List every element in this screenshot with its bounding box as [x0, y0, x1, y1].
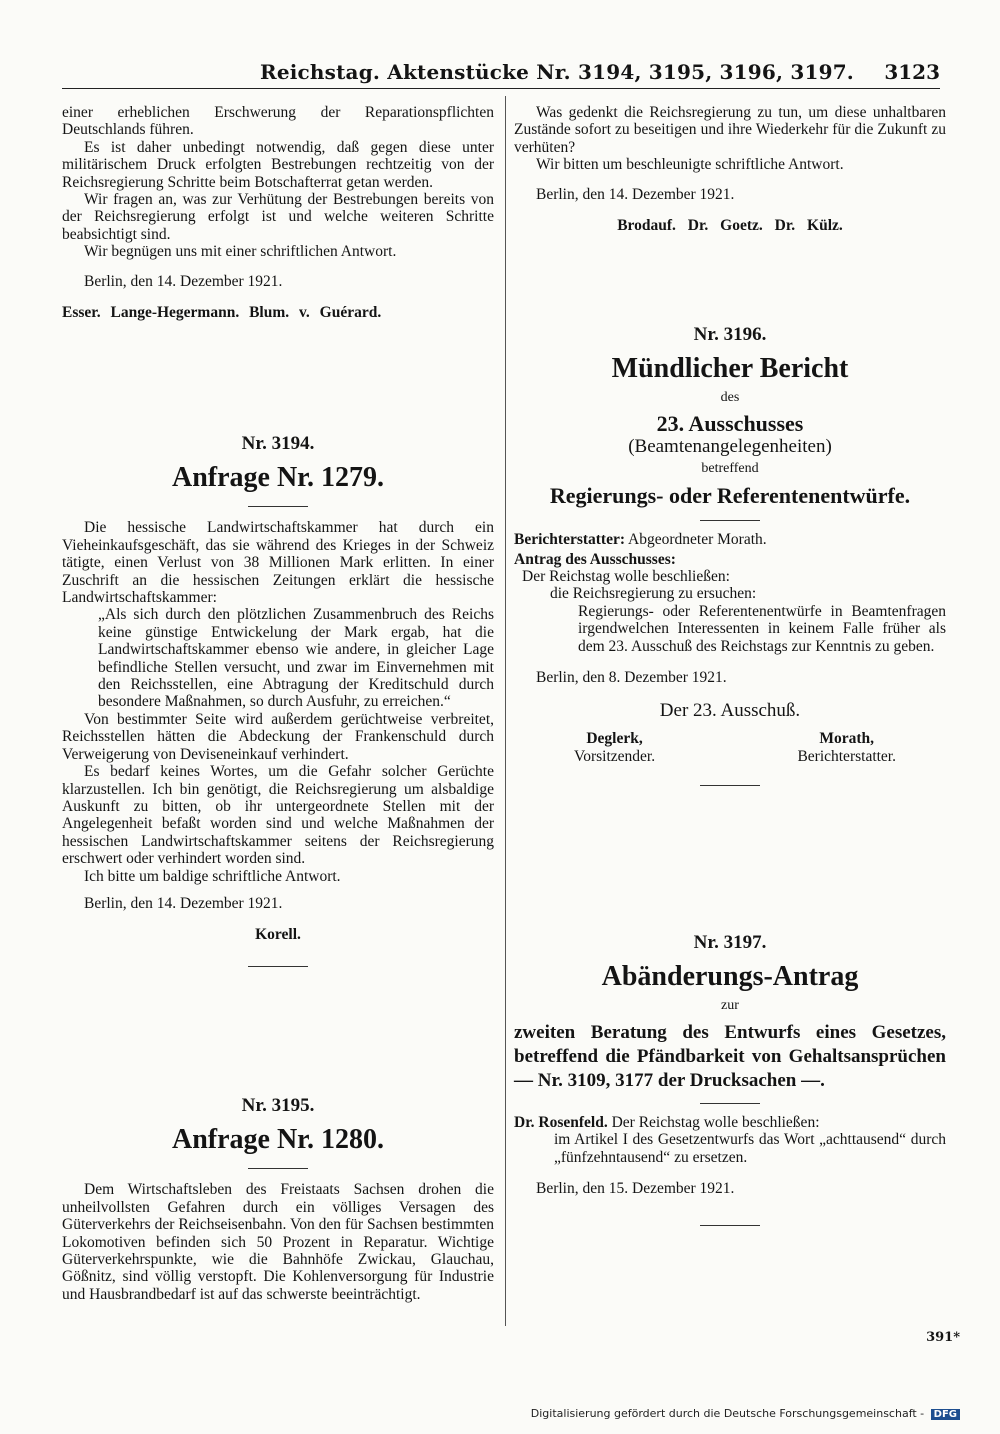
digitization-footer: [531, 1407, 960, 1420]
document-title: Mündlicher Bericht: [611, 353, 849, 385]
paragraph: Wir fragen an, was zur Verhütung der Bestrebungen bereits von der Reichsregierung erfolgt ist und welche weiteren Schritte beabsichtigt sind.: [62, 191, 494, 243]
motion-line: die Reichsregierung zu ersuchen:: [550, 585, 757, 603]
date-line: Berlin, den 8. Dezember 1921.: [536, 669, 727, 687]
separator-rule: [248, 506, 308, 507]
quotation: „Als sich durch den plötzlichen Zusammenbruch des Reichs keine günstige Entwickelung der Mark ergab, hat die Landwirtschaftskammer ebenso wie andere, in gleicher Lage befindliche Stellen versucht, und zwar im Einvernehmen mit den Reichsstellen, eine Abtragung der Kreditschuld durch besondere Maßnahmen, so durch Ausfuhr, zu erreichen.“: [98, 606, 494, 711]
motion-line: Der Reichstag wolle beschließen:: [522, 568, 730, 586]
signatures: Brodauf. Dr. Goetz. Dr. Külz.: [617, 217, 843, 235]
footer-text: Digitalisierung gefördert durch die Deutsche Forschungsgemeinschaft -: [530, 1407, 925, 1420]
paragraph: Wir bitten um beschleunigte schriftliche Antwort.: [536, 156, 844, 174]
report-subject: Regierungs- oder Referentenentwürfe.: [549, 483, 911, 509]
sheet-mark: 391*: [926, 1330, 960, 1345]
motion-text: im Artikel I des Gesetzentwurfs das Wort „achttausend“ durch „fünfzehntausend“ zu ersetzen.: [554, 1131, 946, 1166]
reporter-name: Abgeordneter Morath.: [628, 531, 767, 549]
motion-line: Der Reichstag wolle beschließen:: [611, 1113, 820, 1131]
signature-row: [514, 730, 946, 765]
document-title: Abänderungs-Antrag: [601, 961, 859, 993]
paragraph: Von bestimmter Seite wird außerdem gerüchtweise verbreitet, Reichsstellen hätten die Abdeckung der Frankenschuld durch Verweigerung von Deviseneinkauf verhindert.: [62, 710, 494, 763]
document-3196: [514, 326, 946, 786]
date-line: Berlin, den 14. Dezember 1921.: [536, 185, 735, 203]
paragraph: Die hessische Landwirtschaftskammer hat durch ein Vieheinkaufsgeschäft, das sie während des Krieges in der Schweiz tätigte, einen Verlust von 38 Millionen Mark erlitten. In einer Zuschrift an die hessischen Zeitungen erklärt die hessische Landwirtschaftskammer:: [62, 519, 494, 607]
separator-rule: [700, 1225, 760, 1226]
paragraph: einer erheblichen Erschwerung der Reparationspflichten Deutschlands führen.: [62, 104, 494, 139]
document-number: Nr. 3194.: [241, 433, 315, 454]
signer-role: Vorsitzender.: [574, 747, 656, 765]
paragraph: Dem Wirtschaftsleben des Freistaats Sachsen drohen die unheilvollsten Gefahren durch ein völliges Versagen des Güterverkehrs der Reichseisenbahn. Von den für Sachsen bestimmten Lokomotiven befinden sich 50 Prozent in Reparatur. Wichtige Güterverkehrspunkte, wie die Bahnhöfe Zwickau, Glauchau, Gößnitz, sind völlig verstopft. Die Kohlenversorgung für Industrie und Hausbrandbedarf ist auf das schwerste beeinträchtigt.: [62, 1181, 494, 1303]
paragraph: Es bedarf keines Wortes, um die Gefahr solcher Gerüchte klarzustellen. Ich bin genötigt, die Reichsregierung um alsbaldige Auskunft zu bitten, ob ihr untergeordnete Stellen mit der Angelegenheit befaßt worden sind und welche Maßnahmen der hessischen Landwirtschaftskammer seitens der Reichsregierung erschwert oder verhindert worden sind.: [62, 763, 494, 868]
committee-name: 23. Ausschusses: [656, 410, 804, 436]
motion-text: Regierungs- oder Referentenentwürfe in Beamtenfragen irgendwelchen Interessenten in keinem Falle früher als dem 23. Ausschuß des Reichstags zur Kenntnis zu geben.: [578, 602, 946, 655]
signer-name: Morath,: [819, 730, 875, 748]
paragraph: Wir begnügen uns mit einer schriftlichen Antwort.: [84, 243, 397, 261]
document-3195: [62, 1097, 494, 1303]
signature-chair: [574, 730, 655, 765]
document-title: Anfrage Nr. 1280.: [171, 1124, 385, 1156]
signer-role: Berichterstatter.: [797, 747, 896, 765]
motion-label: Antrag des Ausschusses:: [514, 550, 676, 568]
separator-rule: [700, 520, 760, 521]
paragraph: Es ist daher unbedingt notwendig, daß gegen diese unter militärischem Druck erfolgten Bestrebungen rechtzeitig von der Reichsregierung Schritte beim Botschafterrat getan werden.: [62, 138, 494, 191]
signature-reporter: [797, 730, 896, 765]
committee-subtitle: (Beamtenangelegenheiten): [628, 435, 832, 457]
separator-rule: [700, 1103, 760, 1104]
page-header: [62, 60, 940, 89]
separator-rule: [700, 785, 760, 786]
amendment-subject: zweiten Beratung des Entwurfs eines Gesetzes, betreffend die Pfändbarkeit von Gehaltsansprüchen — Nr. 3109, 3177 der Drucksachen —.: [514, 1021, 946, 1091]
date-line: Berlin, den 15. Dezember 1921.: [536, 1180, 735, 1198]
paragraph: Ich bitte um baldige schriftliche Antwort.: [84, 867, 341, 885]
document-number: Nr. 3197.: [693, 932, 767, 953]
mover-name: Dr. Rosenfeld.: [514, 1113, 608, 1131]
document-title: Anfrage Nr. 1279.: [171, 462, 385, 494]
column-divider: [505, 96, 506, 1326]
running-title: Reichstag. Aktenstücke Nr. 3194, 3195, 3196, 3197.: [260, 60, 854, 84]
reporter-label: Berichterstatter:: [514, 531, 626, 549]
connector-word: zur: [721, 998, 739, 1014]
page-number: 3123: [884, 60, 940, 84]
separator-rule: [248, 966, 308, 967]
date-line: Berlin, den 14. Dezember 1921.: [84, 272, 283, 290]
connector-word: des: [720, 390, 740, 406]
date-line: Berlin, den 14. Dezember 1921.: [84, 894, 283, 912]
separator-rule: [248, 1168, 308, 1169]
document-number: Nr. 3196.: [693, 324, 767, 345]
dfg-logo: DFG: [931, 1409, 960, 1420]
signer-name: Deglerk,: [586, 730, 643, 748]
signatures: Esser. Lange-Hegermann. Blum. v. Guérard.: [62, 304, 382, 322]
document-3197: [514, 934, 946, 1226]
signature: Korell.: [255, 926, 301, 944]
intro-continuation: [62, 104, 494, 321]
paragraph: Was gedenkt die Reichsregierung zu tun, um diese unhaltbaren Zustände sofort zu beseitigen und ihre Wiederkehr für die Zukunft zu verhüten?: [514, 104, 946, 156]
connector-word: betreffend: [701, 460, 759, 476]
committee-signature: Der 23. Ausschuß.: [659, 700, 801, 722]
document-number: Nr. 3195.: [241, 1095, 315, 1116]
document-3194: [62, 435, 494, 967]
document-3195-continuation: [514, 104, 946, 234]
